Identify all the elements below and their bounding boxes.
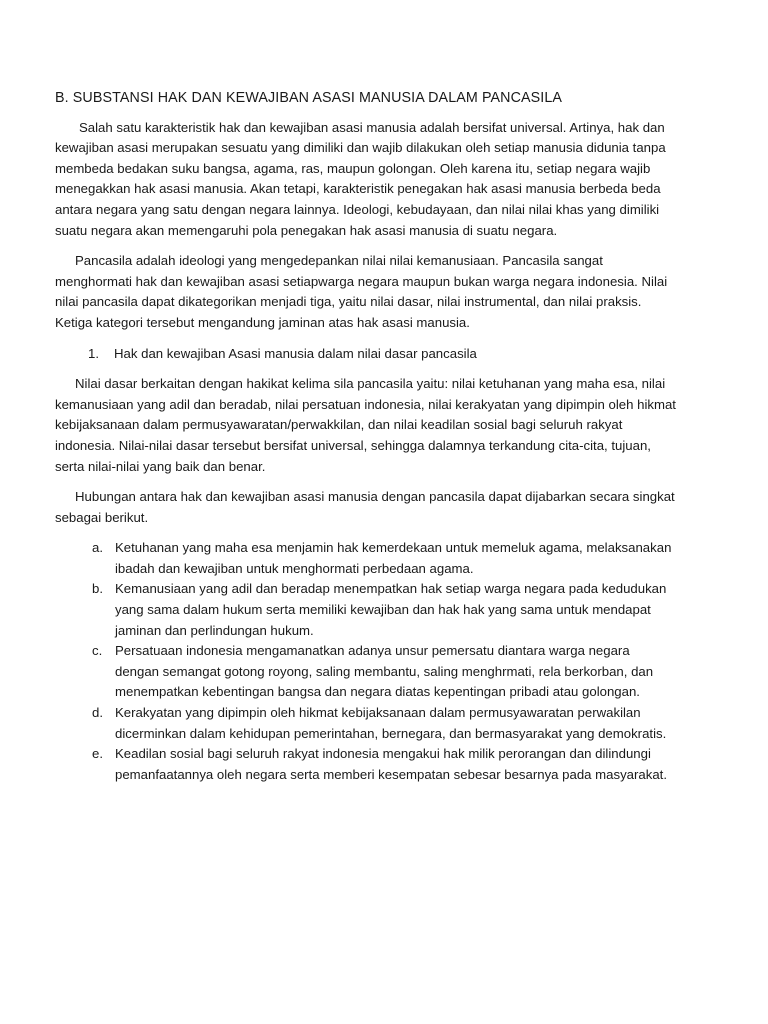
paragraph-universal: Salah satu karakteristik hak dan kewajiban asasi manusia adalah bersifat universal. Artinya, hak dan kewajiban asasi merupakan sesuatu yang dimiliki dan wajib dilakukan oleh setiap manusia didunia tanpa membeda bedakan suku bangsa, agama, ras, maupun golongan. Oleh karena itu, setiap negara wajib menegakkan hak asasi manusia. Akan tetapi, karakteristik penegakan hak asasi manusia berbeda beda antara negara yang satu dengan negara lainnya. Ideologi, kebudayaan, dan nilai nilai khas yang dimiliki suatu negara akan memengaruhi pola penegakan hak asasi manusia di suatu negara. xyxy=(55,119,666,238)
paragraph-hubungan: Hubungan antara hak dan kewajiban asasi manusia dengan pancasila dapat dijabarkan secara singkat sebagai berikut. xyxy=(55,489,675,525)
list-item-marker: e. xyxy=(92,746,103,762)
list-item-text: Keadilan sosial bagi seluruh rakyat indonesia mengakui hak milik perorangan dan dilindungi pemanfaatannya oleh negara serta memberi kesempatan sebesar besarnya pada masyarakat. xyxy=(115,746,668,782)
list-item xyxy=(55,641,677,703)
paragraph-nilai-dasar: Nilai dasar berkaitan dengan hakikat kelima sila pancasila yaitu: nilai ketuhanan yang maha esa, nilai kemanusiaan yang adil dan beradab, nilai persatuan indonesia, nilai kerakyatan yang dipimpin oleh hikmat kebijaksanaan dalam permusyawaratan/perwakkilan, dan nilai keadilan sosial bagi seluruh rakyat indonesia. Nilai-nilai dasar tersebut bersifat universal, sehingga dalamnya terkandung cita-cita, tujuan, serta nilai-nilai yang baik dan benar. xyxy=(55,376,676,474)
list-item-text: Persatuaan indonesia mengamanatkan adanya unsur pemersatu diantara warga negara dengan semangat gotong royong, saling membantu, saling menghrmati, rela berkorban, dan menempatkan kebentingan bangsa dan negara diatas kepentingan pribadi atau golongan. xyxy=(115,643,654,700)
list-item-marker: d. xyxy=(92,705,103,721)
list-item-text: Kemanusiaan yang adil dan beradap menempatkan hak setiap warga negara pada kedudukan yang sama dalam hukum serta memiliki kewajiban dan hak hak yang sama untuk mendapat jaminan dan perlindungan hukum. xyxy=(115,581,667,638)
numbered-subheading-text: Hak dan kewajiban Asasi manusia dalam nilai dasar pancasila xyxy=(114,345,477,361)
document-page xyxy=(55,88,677,785)
list-item-text: Ketuhanan yang maha esa menjamin hak kemerdekaan untuk memeluk agama, melaksanakan ibadah dan kewajiban untuk menghormati perbedaan agama. xyxy=(115,540,672,576)
list-item-marker: b. xyxy=(92,581,103,597)
list-item-marker: c. xyxy=(92,643,103,659)
list-item-text: Kerakyatan yang dipimpin oleh hikmat kebijaksanaan dalam permusyawaratan perwakilan dicerminkan dalam kehidupan pemerintahan, bernegara, dan bermasyarakat yang demokratis. xyxy=(115,705,667,741)
list-item-marker: a. xyxy=(92,540,103,556)
list-item xyxy=(55,744,677,785)
lettered-list xyxy=(55,538,677,785)
numbered-subheading-number: 1. xyxy=(88,345,99,361)
list-item xyxy=(55,579,677,641)
section-heading: B. SUBSTANSI HAK DAN KEWAJIBAN ASASI MANUSIA DALAM PANCASILA xyxy=(55,90,563,106)
list-item xyxy=(55,538,677,579)
list-item xyxy=(55,703,677,744)
numbered-subheading xyxy=(55,344,677,365)
paragraph-pancasila-ideology: Pancasila adalah ideologi yang mengedepankan nilai nilai kemanusiaan. Pancasila sangat menghormati hak dan kewajiban asasi setiapwarga negara maupun bukan warga negara indonesia. Nilai nilai pancasila dapat dikategorikan menjadi tiga, yaitu nilai dasar, nilai instrumental, dan nilai praksis. Ketiga kategori tersebut mengandung jaminan atas hak asasi manusia. xyxy=(55,253,668,330)
